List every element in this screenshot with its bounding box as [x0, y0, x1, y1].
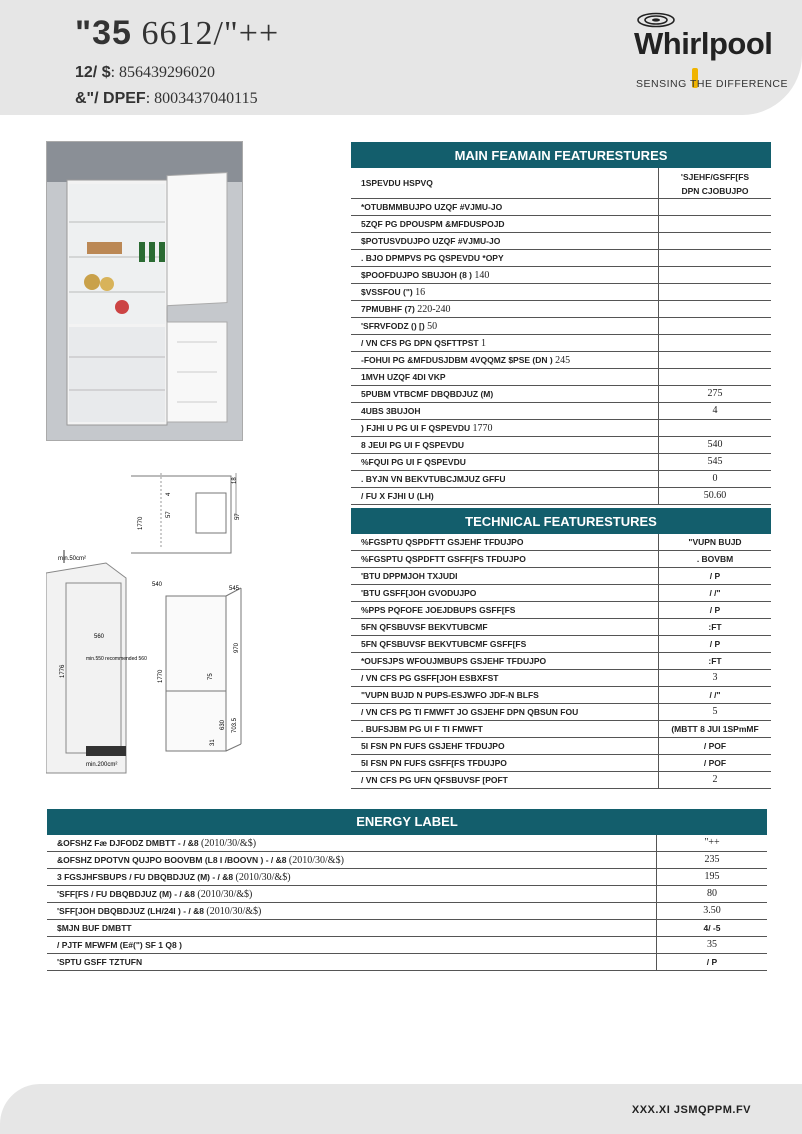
table-row: [351, 335, 771, 352]
row-value: [658, 216, 771, 232]
table-row: [351, 250, 771, 267]
row-value: 80: [656, 886, 767, 902]
row-value: "VUPN BUJD: [658, 534, 771, 550]
row-key-text: 7PMUBHF (7): [361, 304, 415, 314]
row-key-text: / VN CFS PG DPN QSFTTPST: [361, 338, 479, 348]
fridge-image: [47, 142, 242, 440]
table-row: [351, 488, 771, 505]
table-row: [351, 653, 771, 670]
table-row: [47, 903, 767, 920]
table-row: [351, 403, 771, 420]
row-key-text: 1SPEVDU HSPVQ: [361, 178, 433, 188]
installation-diagram: [46, 468, 346, 778]
row-key: [351, 454, 658, 470]
table-row: [351, 318, 771, 335]
table-row: [351, 772, 771, 789]
row-key: [47, 852, 656, 868]
product-title-model: 6612/"++: [141, 15, 280, 52]
row-key-text: 'SFF[FS / FU DBQBDJUZ (M) - / &8: [57, 889, 196, 899]
table-row: [351, 619, 771, 636]
dim-label: 703.5: [232, 717, 238, 733]
table-row: [351, 199, 771, 216]
row-key-text: 4UBS 3BUJOH: [361, 406, 421, 416]
table-row: [351, 437, 771, 454]
dim-label: 1770: [138, 516, 144, 530]
logo-wordmark: Whirlpool: [634, 26, 773, 61]
table-row: [47, 954, 767, 971]
code-value: 8003437040115: [154, 90, 258, 107]
row-key: [351, 437, 658, 453]
logo-tagline: SENSING THE DIFFERENCE: [636, 78, 788, 90]
row-key-text: 3 FGSJHFSBUPS / FU DBQBDJUZ (M) - / &8: [57, 872, 234, 882]
row-value: / POF: [658, 755, 771, 771]
row-key: / VN CFS PG TI FMWFT JO GSJEHF DPN QBSUN FOU: [361, 707, 579, 717]
table-row: [351, 534, 771, 551]
row-key-text: $VSSFOU ("): [361, 287, 413, 297]
row-key: [351, 369, 658, 385]
row-key: %PPS PQFOFE JOEJDBUPS GSFF[FS: [361, 605, 516, 615]
row-key: [351, 301, 658, 317]
ean-value: 856439296020: [119, 64, 216, 81]
row-value: :FT: [658, 619, 771, 635]
dim-label: 57: [166, 511, 172, 518]
row-key: [351, 267, 658, 283]
row-value: 50.60: [658, 488, 771, 504]
row-key: [47, 903, 656, 919]
ean-line: 12/ $: 856439296020: [75, 64, 216, 81]
row-key: [351, 199, 658, 215]
product-title-code: "35: [75, 14, 132, 52]
row-value: 235: [656, 852, 767, 868]
dim-label: 75: [208, 673, 214, 680]
row-key: 5I FSN PN FUFS GSJEHF TFDUJPO: [361, 741, 505, 751]
row-key: [47, 835, 656, 851]
table-row: [351, 216, 771, 233]
row-key: [351, 420, 658, 436]
row-key: [351, 386, 658, 402]
row-key: / VN CFS PG UFN QFSBUVSF [POFT: [361, 775, 508, 785]
energy-label-table: [47, 809, 767, 971]
row-key-text: &OFSHZ DPOTVN QUJPO BOOVBM (L8 I /BOOVN ) - / &8: [57, 855, 287, 865]
table-row: [351, 233, 771, 250]
energy-label-header: ENERGY LABEL: [47, 809, 767, 835]
row-value: [658, 168, 771, 198]
row-value-line: 'SJEHF/GSFF[FS: [680, 172, 750, 182]
row-value: / P: [658, 568, 771, 584]
row-value-line: DPN CJOBUJPO: [681, 186, 749, 196]
row-value: . BOVBM: [658, 551, 771, 567]
dim-label: min.200cm²: [86, 762, 118, 768]
row-key: . BUFSJBM PG UI F TI FMWFT: [361, 724, 483, 734]
row-key-text: *OTUBMMBUJPO UZQF #VJMU-JO: [361, 202, 503, 212]
row-value: [658, 420, 771, 436]
row-value: / P: [658, 636, 771, 652]
row-value: [658, 369, 771, 385]
table-row: [351, 585, 771, 602]
table-row: [351, 454, 771, 471]
row-key: "VUPN BUJD N PUPS-ESJWFO JDF-N BLFS: [361, 690, 539, 700]
row-value: 3: [658, 670, 771, 686]
table-row: [351, 471, 771, 488]
row-key: [351, 403, 658, 419]
row-value: / /": [658, 687, 771, 703]
table-row: [47, 920, 767, 937]
row-key: [47, 920, 656, 936]
footer-url[interactable]: XXX.XI JSMQPPM.FV: [631, 1104, 751, 1116]
dim-label: 560: [94, 634, 105, 640]
row-value: 3.50: [656, 903, 767, 919]
row-key-text: 5PUBM VTBCMF DBQBDJUZ (M): [361, 389, 494, 399]
row-key-text: $POTUSVDUJPO UZQF #VJMU-JO: [361, 236, 501, 246]
table-row: [47, 835, 767, 852]
row-value: (MBTT 8 JUI 1SPmMF: [658, 721, 771, 737]
table-row: [351, 755, 771, 772]
row-key: [351, 250, 658, 266]
row-key: [47, 886, 656, 902]
row-key-number: 16: [415, 287, 426, 298]
row-value: [658, 199, 771, 215]
dim-label: 31: [210, 739, 216, 746]
technical-features-header: TECHNICAL FEATURESTURES: [351, 508, 771, 534]
main-features-header: MAIN FEAMAIN FEATURESTURES: [351, 142, 771, 168]
row-key-text: $MJN BUF DMBTT: [57, 923, 132, 933]
row-key-text: / PJTF MFWFM (E#(") SF 1 Q8 ): [57, 940, 182, 950]
table-row: [47, 886, 767, 903]
row-key: [47, 869, 656, 885]
row-key: 5FN QFSBUVSF BEKVTUBCMF GSFF[FS: [361, 639, 527, 649]
row-key: 'BTU GSFF[JOH GVODUJPO: [361, 588, 477, 598]
table-row: [351, 352, 771, 369]
row-key: [351, 284, 658, 300]
row-value: / /": [658, 585, 771, 601]
row-value: 35: [656, 937, 767, 953]
row-key-number: (2010/30/&$): [206, 906, 262, 917]
row-key-number: (2010/30/&$): [201, 838, 257, 849]
dim-label: 970: [234, 642, 240, 653]
dim-label: 1776: [60, 664, 66, 678]
technical-features-table: [351, 508, 771, 789]
dim-label: 630: [220, 719, 226, 730]
table-row: [351, 386, 771, 403]
row-key-text: 'SFF[JOH DBQBDJUZ (LH/24I ) - / &8: [57, 906, 205, 916]
dim-label: min.550 recommended 560: [86, 656, 147, 662]
row-key-text: . BJO DPMPVS PG QSPEVDU *OPY: [361, 253, 504, 263]
row-key: 'BTU DPPMJOH TXJUDI: [361, 571, 458, 581]
row-value: / POF: [658, 738, 771, 754]
table-row: [351, 284, 771, 301]
dim-label: 18: [232, 477, 238, 484]
whirlpool-logo: [634, 12, 788, 96]
row-key: [47, 954, 656, 970]
dim-label: 57: [235, 513, 241, 520]
table-row: [351, 420, 771, 437]
row-key-number: (2010/30/&$): [288, 855, 344, 866]
row-key: [351, 168, 658, 198]
dimension-drawing: [46, 468, 346, 778]
row-key-number: 1: [480, 338, 486, 349]
row-key-number: (2010/30/&$): [197, 889, 253, 900]
row-key-number: (2010/30/&$): [235, 872, 291, 883]
table-row: [47, 852, 767, 869]
row-key: [47, 937, 656, 953]
row-key-text: -FOHUI PG &MFDUSJDBM 4VQQMZ $PSE (DN ): [361, 355, 553, 365]
table-row: [351, 267, 771, 284]
row-value: 195: [656, 869, 767, 885]
row-key-text: 'SFRVFODZ () [): [361, 321, 425, 331]
row-key-text: ) FJHI U PG UI F QSPEVDU: [361, 423, 471, 433]
row-key-number: 50: [427, 321, 438, 332]
row-value: [658, 335, 771, 351]
row-key-text: $POOFDUJPO SBUJOH (8 ): [361, 270, 472, 280]
row-value: 0: [658, 471, 771, 487]
row-key: 5I FSN PN FUFS GSFF[FS TFDUJPO: [361, 758, 507, 768]
row-key-text: 5ZQF PG DPOUSPM &MFDUSPOJD: [361, 219, 505, 229]
table-row: [351, 168, 771, 199]
row-key-text: / FU X FJHI U (LH): [361, 491, 434, 501]
row-value: / P: [658, 602, 771, 618]
table-row: [351, 704, 771, 721]
product-title: [75, 14, 279, 53]
row-key: [351, 216, 658, 232]
row-key-text: 8 JEUI PG UI F QSPEVDU: [361, 440, 464, 450]
row-value: 545: [658, 454, 771, 470]
row-value: [658, 233, 771, 249]
table-row: [351, 369, 771, 386]
table-row: [351, 568, 771, 585]
row-value: 540: [658, 437, 771, 453]
main-features-table: [351, 142, 771, 505]
row-key: [351, 335, 658, 351]
row-value: [658, 284, 771, 300]
row-value: 2: [658, 772, 771, 788]
row-value: 4: [658, 403, 771, 419]
table-row: [47, 937, 767, 954]
row-key-text: . BYJN VN BEKVTUBCJMJUZ GFFU: [361, 474, 506, 484]
row-key-number: 1770: [472, 423, 493, 434]
table-row: [351, 670, 771, 687]
row-key: %FGSPTU QSPDFTT GSJEHF TFDUJPO: [361, 537, 524, 547]
row-value: [658, 267, 771, 283]
table-row: [47, 869, 767, 886]
row-key: [351, 233, 658, 249]
row-key: [351, 488, 658, 504]
row-value: "++: [656, 835, 767, 851]
row-value: 4/ -5: [656, 920, 767, 936]
row-value: [658, 352, 771, 368]
row-value: 5: [658, 704, 771, 720]
table-row: [351, 721, 771, 738]
dim-label: 545: [229, 586, 240, 592]
product-photo: [46, 141, 243, 441]
row-key: / VN CFS PG GSFF[JOH ESBXFST: [361, 673, 499, 683]
dim-label: 540: [152, 582, 163, 588]
table-row: [351, 551, 771, 568]
row-key: 5FN QFSBUVSF BEKVTUBCMF: [361, 622, 488, 632]
row-value: 275: [658, 386, 771, 402]
table-row: [351, 687, 771, 704]
row-key: [351, 318, 658, 334]
row-value: [658, 318, 771, 334]
row-key-number: 220-240: [417, 304, 451, 315]
row-key-number: 140: [474, 270, 490, 281]
row-value: [658, 250, 771, 266]
row-key-text: 'SPTU GSFF TZTUFN: [57, 957, 143, 967]
dim-label: min.50cm²: [58, 556, 87, 562]
table-row: [351, 636, 771, 653]
table-row: [351, 301, 771, 318]
row-key: [351, 471, 658, 487]
row-key-text: %FQUI PG UI F QSPEVDU: [361, 457, 466, 467]
dim-label: 4: [166, 492, 172, 496]
row-key: [351, 352, 658, 368]
row-key-number: 245: [555, 355, 571, 366]
row-key: %FGSPTU QSPDFTT GSFF[FS TFDUJPO: [361, 554, 526, 564]
table-row: [351, 602, 771, 619]
row-key: *OUFSJPS WFOUJMBUPS GSJEHF TFDUJPO: [361, 656, 547, 666]
table-row: [351, 738, 771, 755]
row-value: / P: [656, 954, 767, 970]
row-key-text: 1MVH UZQF 4DI VKP: [361, 372, 446, 382]
row-value: [658, 301, 771, 317]
code-line: &"/ DPEF: 8003437040115: [75, 90, 258, 107]
dim-label: 1770: [158, 669, 164, 683]
row-key-text: &OFSHZ Fæ DJFODZ DMBTT - / &8: [57, 838, 199, 848]
row-value: :FT: [658, 653, 771, 669]
